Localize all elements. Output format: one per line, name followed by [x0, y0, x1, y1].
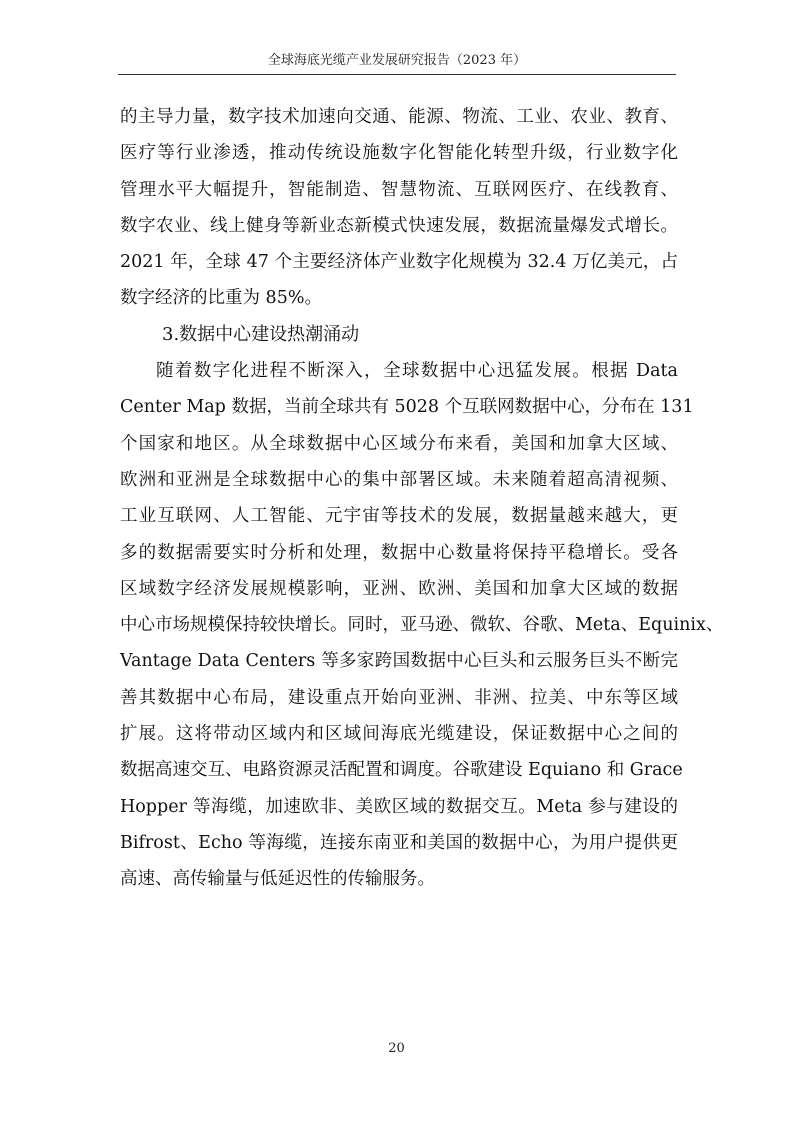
text-line: 中心市场规模保持较快增长。同时，亚马逊、微软、谷歌、Meta、Equinix、: [120, 615, 724, 636]
text-line: 随着数字化进程不断深入，全球数据中心迅猛发展。根据 Data: [156, 361, 678, 382]
page-number: 20: [388, 1041, 405, 1056]
text-line: 数据高速交互、电路资源灵活配置和调度。谷歌建设 Equiano 和 Grace: [120, 760, 683, 781]
running-header: 全球海底光缆产业发展研究报告（2023 年）: [267, 53, 527, 68]
text-line: 个国家和地区。从全球数据中心区域分布来看，美国和加拿大区域、: [120, 433, 678, 454]
paragraph-data-centers: [120, 353, 724, 897]
section-heading: 3.数据中心建设热潮涌动: [162, 323, 360, 345]
text-line: Hopper 等海缆，加速欧非、美欧区域的数据交互。Meta 参与建设的: [120, 796, 678, 817]
text-line: 欧洲和亚洲是全球数据中心的集中部署区域。未来随着超高清视频、: [120, 469, 678, 490]
text-line: Center Map 数据，当前全球共有 5028 个互联网数据中心，分布在 131: [120, 397, 694, 418]
text-line: 数字经济的比重为 85%。: [120, 288, 322, 309]
body-text: [120, 99, 724, 898]
text-line: 管理水平大幅提升，智能制造、智慧物流、互联网医疗、在线教育、: [120, 179, 678, 200]
text-line: 高速、高传输量与低延迟性的传输服务。: [120, 869, 435, 890]
text-line: 区域数字经济发展规模影响，亚洲、欧洲、美国和加拿大区域的数据: [120, 578, 678, 599]
text-line: Vantage Data Centers 等多家跨国数据中心巨头和云服务巨头不断完: [120, 651, 678, 672]
text-line: 扩展。这将带动区域内和区域间海底光缆建设，保证数据中心之间的: [120, 724, 678, 745]
header-divider: [118, 74, 676, 75]
text-line: 的主导力量，数字技术加速向交通、能源、物流、工业、农业、教育、: [120, 107, 678, 127]
text-line: 2021 年，全球 47 个主要经济体产业数字化规模为 32.4 万亿美元，占: [120, 252, 678, 273]
text-line: 工业互联网、人工智能、元宇宙等技术的发展，数据量越来越大，更: [120, 506, 678, 527]
text-line: 善其数据中心布局，建设重点开始向亚洲、非洲、拉美、中东等区域: [120, 687, 678, 708]
text-line: 多的数据需要实时分析和处理，数据中心数量将保持平稳增长。受各: [120, 542, 678, 563]
paragraph-digital-industry: [120, 99, 678, 317]
text-line: Bifrost、Echo 等海缆，连接东南亚和美国的数据中心，为用户提供更: [120, 832, 678, 853]
text-line: 医疗等行业渗透，推动传统设施数字化智能化转型升级，行业数字化: [120, 143, 678, 164]
text-line: 数字农业、线上健身等新业态新模式快速发展，数据流量爆发式增长。: [120, 215, 678, 236]
